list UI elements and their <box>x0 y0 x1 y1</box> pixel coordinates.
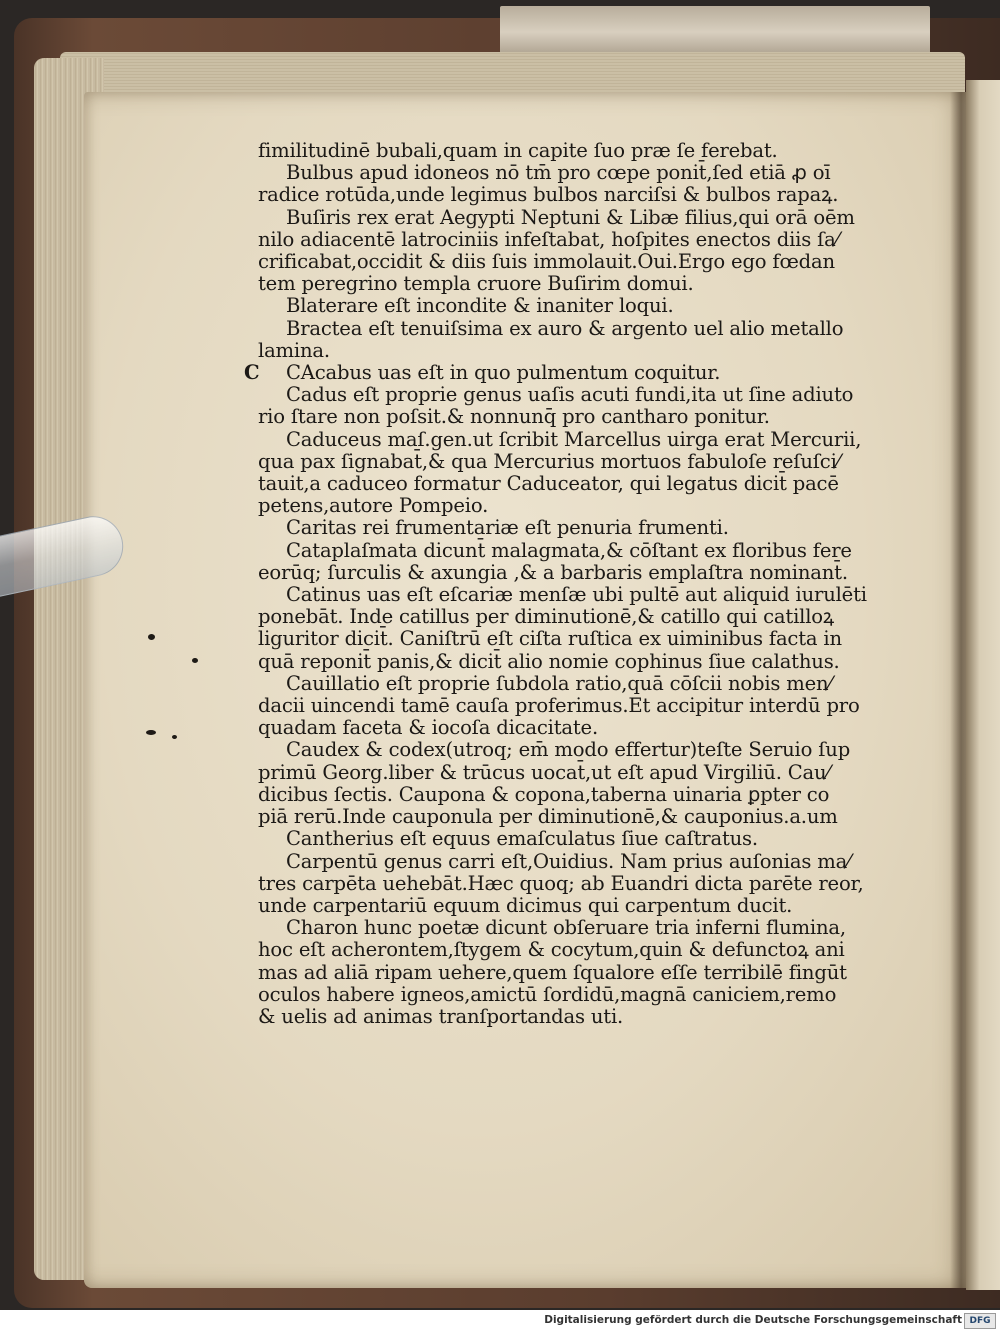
text-line: Cauillatio eſt proprie ſubdola ratio,quā cōſcii nobis men⁄ <box>286 671 832 695</box>
text-line: Blaterare eſt incondite & inaniter loqui. <box>286 294 674 318</box>
text-line: tres carpēta uehebāt.Hæc quoq; ab Euandri dicta parēte reor, <box>258 871 864 895</box>
text-line: piā rerū.Inde cauponula per diminutionē,& cauponius.a.um <box>258 805 838 829</box>
text-line: rio ſtare non poſsit.& nonnunq̄ pro cantharo ponitur. <box>258 405 770 429</box>
text-line: crificabat,occidit & diis ſuis immolauit.Oui.Ergo ego fœdan <box>258 250 835 274</box>
dfg-logo: DFG <box>964 1313 996 1329</box>
text-line: qua pax ſignabat̄,& qua Mercurius mortuos fabuloſe reſuſci⁄ <box>258 449 840 473</box>
text-line: Carpentū genus carri eſt,Ouidius. Nam prius auſonias ma⁄ <box>286 849 851 873</box>
footer-bar <box>0 1310 1000 1330</box>
text-line: liguritor dicit̄. Caniſtrū eſt ciſta ruſtica ex uiminibus facta in <box>258 627 842 651</box>
binding-label-strip <box>500 6 930 58</box>
text-line: CAcabus uas eſt in quo pulmentum coquitur. <box>286 361 721 385</box>
text-line: mas ad aliā ripam uehere,quem ſqualore eſſe terribilē fingūt <box>258 960 847 984</box>
text-line: lamina. <box>258 338 330 362</box>
text-line: dicibus ſectis. Caupona & copona,taberna uinaria ꝑpter co <box>258 782 830 806</box>
section-initial-mark: C <box>244 361 260 385</box>
section-heading-line <box>244 361 898 385</box>
text-line: quadam faceta & iocoſa dicacitate. <box>258 716 598 740</box>
text-line: unde carpentariū equum dicimus qui carpentum ducit. <box>258 893 793 917</box>
text-line: Buſiris rex erat Aegypti Neptuni & Libæ filius,qui orā oēm <box>286 205 855 229</box>
text-line: Cataplaſmata dicunt̄ malagmata,& cōſtant ex floribus fere <box>286 538 852 562</box>
text-line: tem peregrino templa cruore Buſirim domui. <box>258 272 694 296</box>
text-line: & uelis ad animas tranſportandas uti. <box>258 1004 624 1028</box>
text-line: primū Georg.liber & trūcus uocat̄,ut eſt apud Virgiliū. Cau⁄ <box>258 760 830 784</box>
ink-speck <box>192 658 198 663</box>
text-line: Caduceus maſ.gen.ut ſcribit Marcellus uirga erat Mercurii, <box>286 427 862 451</box>
text-line: Cantherius eſt equus emaſculatus ſiue caſtratus. <box>286 827 758 851</box>
text-line: Cadus eſt proprie genus uaſis acuti fundi,ita ut ſine adiuto <box>286 383 854 407</box>
text-line: fimilitudinē bubali,quam in capite ſuo præ ſe ferebat. <box>258 139 778 162</box>
text-line: quā reponit̄ panis,& dicit̄ alio nomie cophinus ſiue calathus. <box>258 649 840 673</box>
text-line: petens,autore Pompeio. <box>258 494 489 518</box>
text-line: radice rotūda,unde legimus bulbos narciſsi & bulbos rapaꝝ. <box>258 183 839 207</box>
funding-credit: Digitalisierung gefördert durch die Deutsche Forschungsgemeinschaft <box>544 1314 962 1326</box>
facing-page-edge <box>966 80 1000 1290</box>
text-line: Bulbus apud idoneos nō tm̄ pro cœpe ponit̄,ſed etiā ꝓ oī <box>286 161 831 185</box>
ink-speck <box>146 730 156 735</box>
text-line: ponebāt. Inde catillus per diminutionē,& catillo qui catilloꝝ <box>258 605 835 629</box>
text-line: Bractea eſt tenuiſsima ex auro & argento uel alio metallo <box>286 316 844 340</box>
text-line: Caritas rei frumentariæ eſt penuria frumenti. <box>286 516 729 540</box>
ink-speck <box>172 735 177 739</box>
page-text <box>244 139 898 1028</box>
text-line: tauit,a caduceo formatur Caduceator, qui legatus dicit̄ pacē <box>258 472 839 496</box>
text-line: Charon hunc poetæ dicunt obſeruare tria inferni flumina, <box>286 916 846 940</box>
text-line: nilo adiacentē latrociniis infeſtabat, hoſpites enectos diis ſa⁄ <box>258 227 839 251</box>
text-line: hoc eſt acherontem,ſtygem & cocytum,quin & defunctoꝝ ani <box>258 938 845 962</box>
text-line: eorūq; ſurculis & axungia ,& a barbaris emplaſtra nominant̄. <box>258 560 848 584</box>
text-line: dacii uincendi tamē cauſa proferimus.Et accipitur interdū pro <box>258 694 860 718</box>
text-line: Caudex & codex(utroq; em̄ modo effertur)teſte Seruio ſup <box>286 738 851 762</box>
ink-speck <box>148 634 155 640</box>
text-line: Catinus uas eſt eſcariæ menſæ ubi pultē aut aliquid iurulēti <box>286 583 867 607</box>
text-line: oculos habere igneos,amictū ſordidū,magnā caniciem,remo <box>258 982 837 1006</box>
